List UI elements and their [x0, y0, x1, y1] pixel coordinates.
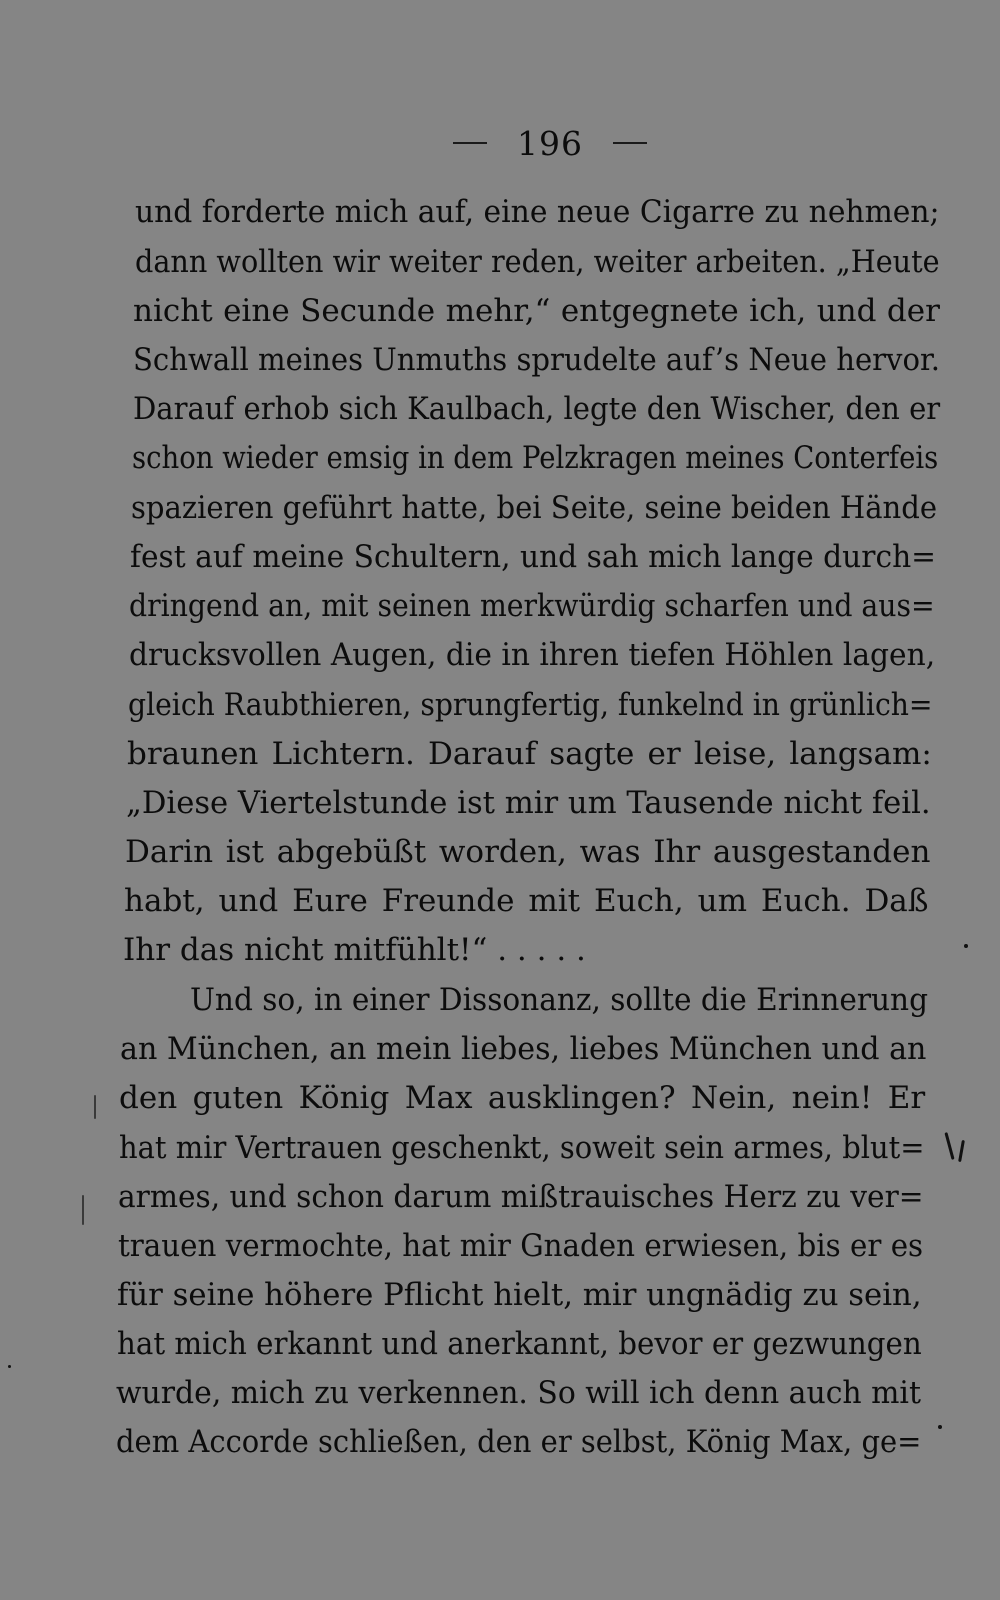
scan-speck: [82, 1195, 84, 1225]
text-line: Darin ist abgebüßt worden, was Ihr ausgestanden: [125, 834, 931, 870]
text-line: habt, und Eure Freunde mit Euch, um Euch. Daß: [124, 883, 929, 919]
text-line: Und so, in einer Dissonanz, sollte die Erinnerung: [190, 982, 929, 1018]
text-line: armes, und schon darum mißtrauisches Herz zu ver=: [118, 1179, 924, 1215]
text-line: und forderte mich auf, eine neue Cigarre zu nehmen;: [135, 194, 940, 230]
text-line: dem Accorde schließen, den er selbst, König Max, ge=: [116, 1424, 922, 1460]
scan-speck: [94, 1095, 96, 1119]
text-line: drucksvollen Augen, die in ihren tiefen Höhlen lagen,: [129, 637, 936, 673]
text-line: an München, an mein liebes, liebes München und an: [120, 1031, 927, 1067]
text-line: Darauf erhob sich Kaulbach, legte den Wischer, den er: [133, 391, 941, 427]
text-line: gleich Raubthieren, sprungfertig, funkelnd in grünlich=: [128, 687, 933, 723]
text-line: „Diese Viertelstunde ist mir um Tausende nicht feil.: [126, 785, 931, 821]
text-line: dringend an, mit seinen merkwürdig scharfen und aus=: [129, 588, 935, 624]
scan-speck: [938, 1425, 942, 1429]
text-line: nicht eine Secunde mehr,“ entgegnete ich, und der: [133, 293, 940, 329]
text-line: den guten König Max ausklingen? Nein, nein! Er: [119, 1080, 926, 1116]
text-line: trauen vermochte, hat mir Gnaden erwiesen, bis er es: [118, 1228, 924, 1264]
page-number: 196: [517, 123, 583, 163]
text-line: dann wollten wir weiter reden, weiter arbeiten. „Heute: [135, 244, 940, 280]
text-line: spazieren geführt hatte, bei Seite, seine beiden Hände: [131, 490, 938, 526]
scan-speck: [964, 944, 968, 948]
text-line: braunen Lichtern. Darauf sagte er leise, langsam:: [127, 736, 932, 772]
text-line: fest auf meine Schultern, und sah mich lange durch=: [130, 539, 937, 575]
text-line: für seine höhere Pflicht hielt, mir ungnädig zu sein,: [117, 1277, 922, 1313]
text-line: hat mir Vertrauen geschenkt, soweit sein armes, blut=: [119, 1130, 925, 1166]
text-line: wurde, mich zu verkennen. So will ich denn auch mit: [116, 1375, 921, 1411]
text-line: hat mich erkannt und anerkannt, bevor er gezwungen: [117, 1326, 922, 1362]
text-line: schon wieder emsig in dem Pelzkragen meines Conterfeis: [132, 440, 939, 476]
text-line: Schwall meines Unmuths sprudelte auf’s Neue hervor.: [133, 342, 940, 378]
text-line: Ihr das nicht mitfühlt!“ . . . . .: [123, 932, 586, 968]
scan-speck: [8, 1365, 11, 1368]
